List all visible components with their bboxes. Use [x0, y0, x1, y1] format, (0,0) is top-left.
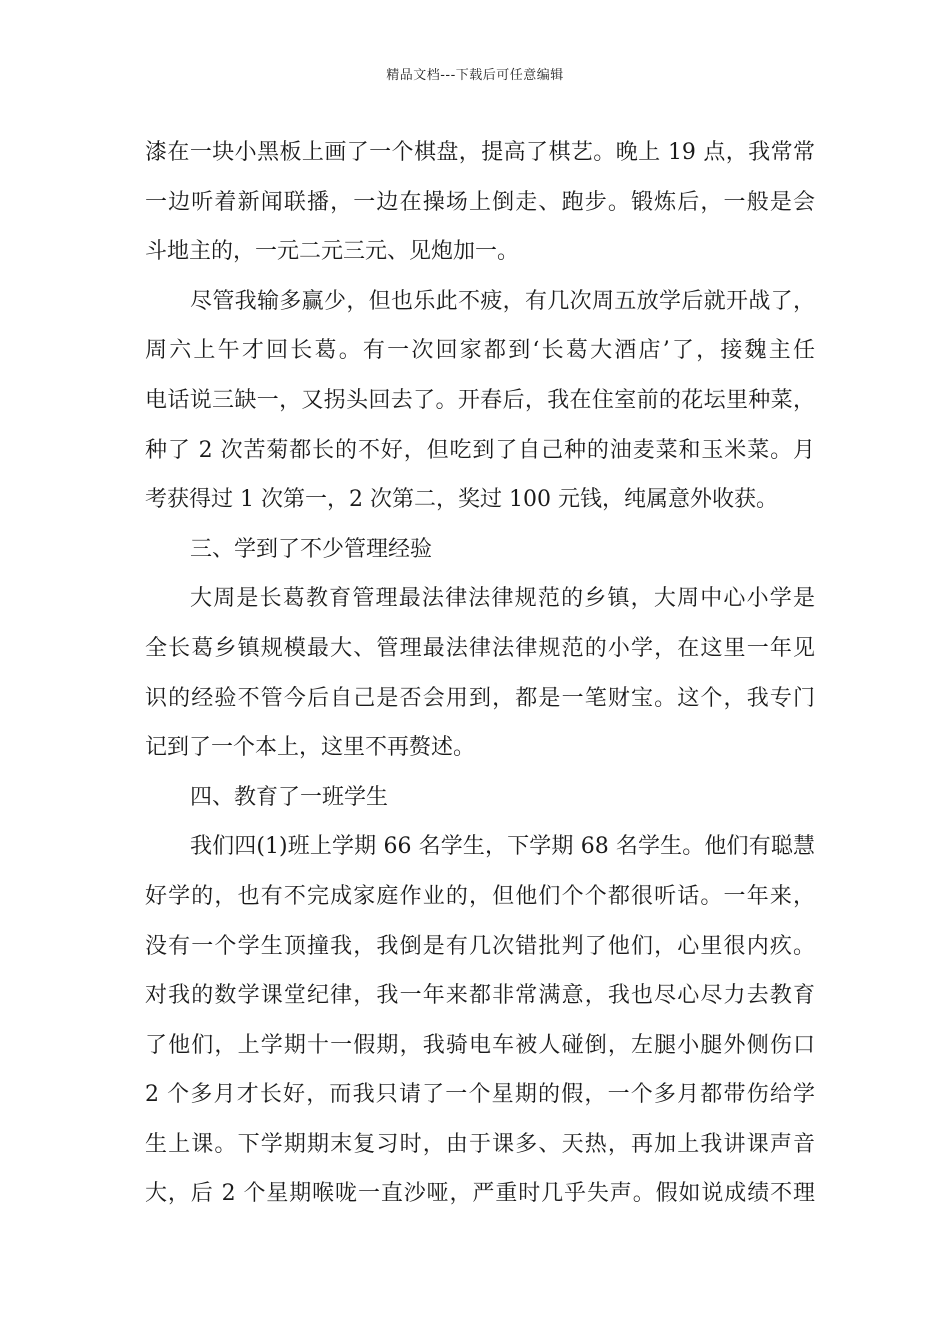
- text-line: 识的经验不管今后自己是否会用到，都是一笔财宝。这个，我专门: [145, 685, 815, 711]
- text-line: 大周是长葛教育管理最法律法律规范的乡镇，大周中心小学是: [190, 586, 815, 612]
- text-line: 种了 2 次苦菊都长的不好，但吃到了自己种的油麦菜和玉米菜。月: [145, 437, 815, 463]
- text-line: 对我的数学课堂纪律，我一年来都非常满意，我也尽心尽力去教育: [145, 983, 815, 1009]
- text-line: 好学的，也有不完成家庭作业的，但他们个个都很听话。一年来，: [145, 883, 815, 909]
- text-line: 没有一个学生顶撞我，我倒是有几次错批判了他们，心里很内疚。: [145, 933, 815, 959]
- text-line: 我们四(1)班上学期 66 名学生，下学期 68 名学生。他们有聪慧: [190, 834, 815, 860]
- text-line: 斗地主的，一元二元三元、见炮加一。: [145, 239, 520, 265]
- text-line: 了他们，上学期十一假期，我骑电车被人碰倒，左腿小腿外侧伤口: [145, 1032, 815, 1058]
- document-body: [145, 128, 815, 1219]
- text-line: 一边听着新闻联播，一边在操场上倒走、跑步。锻炼后，一般是会: [145, 189, 815, 215]
- text-line: 记到了一个本上，这里不再赘述。: [145, 735, 476, 761]
- text-line: 大，后 2 个星期喉咙一直沙哑，严重时几乎失声。假如说成绩不理: [145, 1181, 815, 1207]
- text-line: 周六上午才回长葛。有一次回家都到‘长葛大酒店’了，接魏主任: [145, 338, 815, 364]
- text-line: 考获得过 1 次第一，2 次第二，奖过 100 元钱，纯属意外收获。: [145, 487, 778, 513]
- text-line: 生上课。下学期期末复习时，由于课多、天热，再加上我讲课声音: [145, 1131, 815, 1157]
- text-line: 2 个多月才长好，而我只请了一个星期的假，一个多月都带伤给学: [145, 1082, 815, 1108]
- text-line: 电话说三缺一，又拐头回去了。开春后，我在住室前的花坛里种菜，: [145, 387, 815, 413]
- text-line: 尽管我输多赢少，但也乐此不疲，有几次周五放学后就开战了，: [190, 288, 815, 314]
- text-line: 漆在一块小黑板上画了一个棋盘，提高了棋艺。晚上 19 点，我常常: [145, 140, 815, 165]
- page-header: 精品文档---下载后可任意编辑: [386, 68, 564, 83]
- text-line: 四、教育了一班学生: [190, 784, 389, 810]
- text-line: 三、学到了不少管理经验: [190, 536, 433, 562]
- text-line: 全长葛乡镇规模最大、管理最法律法律规范的小学，在这里一年见: [145, 635, 815, 661]
